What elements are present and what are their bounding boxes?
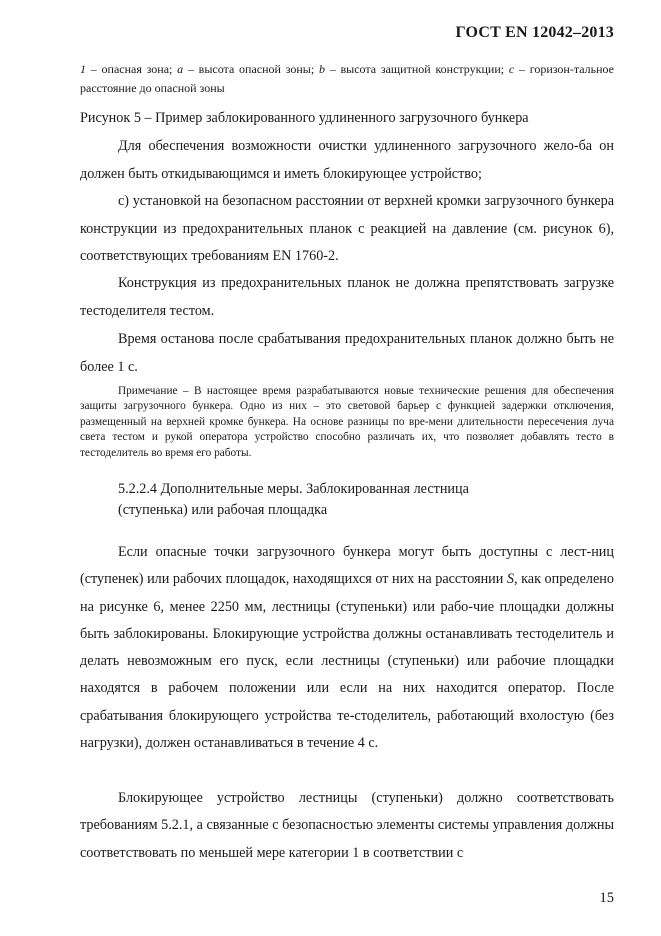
standard-header: ГОСТ EN 12042–2013: [455, 24, 614, 41]
distance-variable: S: [506, 571, 515, 588]
legend-key-1: 1: [80, 62, 86, 76]
legend-text-3: – высота защитной конструкции;: [324, 62, 509, 76]
paragraph-bar-structure: Конструкция из предохранительных планок не должна препятствовать загрузке тестоделителя тестом.: [80, 275, 614, 319]
legend-text-2: – высота опасной зоны;: [183, 62, 319, 76]
paragraph-ladder-text-a: Если опасные точки загрузочного бункера могут быть доступны с лест-ниц (ступенек) или рабочих площадок, находящихся от них на расстоянии: [80, 544, 614, 588]
legend-key-a: a: [177, 62, 184, 76]
legend-text-4: – горизон-тальное расстояние до опасной зоны: [80, 62, 615, 95]
section-heading-line-2: (ступенька) или рабочая площадка: [118, 501, 328, 518]
note-block: Примечание – В настоящее время разрабатываются новые технические решения для обеспечения защиты загрузочного бункера. Одно из них – это световой барьер с функцией задержки отключения, размещенный на верхней кромке бункера. На основе разницы по вре-мени длительности пересечения луча света тестом и рукой оператора устройство способно различать их, что позволяет добавлять тесто в тестоделитель во время его работы.: [80, 385, 614, 459]
paragraph-ladder-requirements: Блокирующее устройство лестницы (ступеньки) должно соответствовать требованиям 5.2.1, а связанные с безопасностью элементы системы управления должны соответствовать по меньшей мере категории 1 в соответствии с: [80, 790, 614, 861]
section-heading: [118, 479, 469, 520]
legend-key-b: b: [318, 62, 325, 76]
figure-legend: [80, 60, 614, 98]
paragraph-safety-bars: с) установкой на безопасном расстоянии от верхней кромки загрузочного бункера конструкции из предохранительных планок с реакцией на давление (см. рисунок 6), соответствующих требованиям EN 1760-2.: [80, 193, 614, 265]
section-heading-line-1: 5.2.2.4 Дополнительные меры. Заблокированная лестница: [118, 481, 469, 497]
paragraph-stop-time: Время останова после срабатывания предохранительных планок должно быть не более 1 с.: [80, 331, 614, 375]
paragraph-ladder-interlock: [80, 539, 614, 757]
figure-caption: Рисунок 5 – Пример заблокированного удлиненного загрузочного бункера: [80, 110, 529, 126]
legend-key-c: c: [508, 62, 515, 76]
page-number: 15: [599, 890, 614, 906]
paragraph-ladder-text-b: , как определено на рисунке 6, менее 2250 мм, лестницы (ступеньки) или рабо-чие площадки должны быть заблокированы. Блокирующие устройства должны останавливать тестоделитель и делать невозможным его пуск, если лестницы (ступеньки) или рабочие площадки находятся в рабочем положении или если на них находится оператор. После срабатывания блокирующего устройства те-стоделитель, работающий вхолостую (без нагрузки), должен останавливаться в течение 4 с.: [80, 571, 614, 752]
paragraph-cleaning: Для обеспечения возможности очистки удлиненного загрузочного жело-ба он должен быть откидывающимся и иметь блокирующее устройство;: [80, 138, 614, 182]
legend-text-1: – опасная зона;: [86, 62, 178, 76]
